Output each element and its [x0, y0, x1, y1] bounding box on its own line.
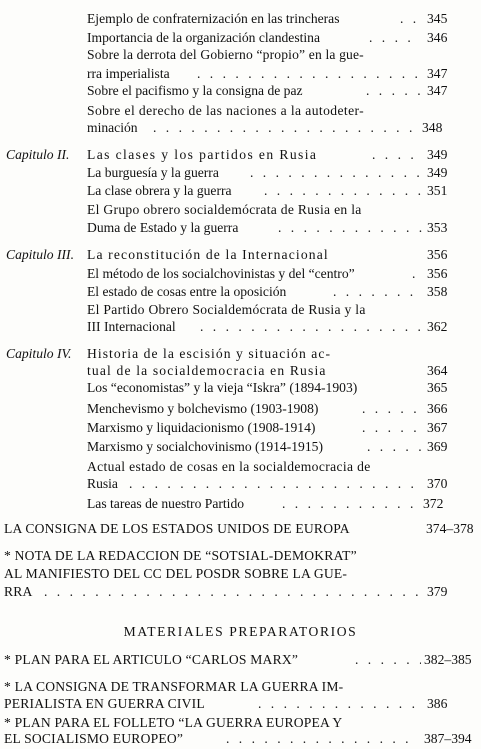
chapter-title-cont: tual de la socialdemocracia en Rusia	[87, 363, 327, 378]
toc-entry-line	[0, 118, 481, 138]
page-number: 349	[427, 165, 448, 180]
toc-entry-line	[0, 200, 481, 220]
leader-dots	[362, 399, 422, 419]
page-number: 351	[427, 183, 448, 198]
leader-dots	[250, 163, 422, 183]
page-number: 358	[427, 284, 448, 299]
page-number: 364	[427, 363, 448, 378]
page-number: 379	[427, 584, 448, 599]
entry-title-cont: PERIALISTA EN GUERRA CIVIL	[4, 696, 205, 711]
leader-dots	[153, 118, 415, 138]
entry-title: La burguesía y la guerra	[87, 165, 219, 180]
leader-dots	[355, 650, 421, 670]
page-number: 365	[427, 380, 448, 395]
page-number: 362	[427, 319, 448, 334]
toc-entry	[0, 282, 481, 302]
leader-dots	[264, 181, 422, 201]
entry-title: Sobre el pacifismo y la consigna de paz	[87, 83, 303, 98]
page-number: 349	[427, 147, 448, 162]
leader-dots	[226, 729, 416, 749]
entry-title: Marxismo y socialchovinismo (1914-1915)	[87, 439, 323, 454]
toc-entry	[0, 650, 481, 670]
page-number: 347	[427, 83, 448, 98]
entry-title-cont: rra imperialista	[87, 66, 170, 81]
leader-dots	[278, 218, 422, 238]
toc-entry	[0, 437, 481, 457]
leader-dots	[333, 282, 422, 302]
entry-title: * LA CONSIGNA DE TRANSFORMAR LA GUERRA IM-	[4, 679, 344, 694]
page-number: 387–394	[424, 731, 472, 746]
leader-dots	[372, 145, 422, 165]
leader-dots	[412, 264, 422, 284]
page-number: 356	[427, 266, 448, 281]
toc-entry	[0, 264, 481, 284]
toc-entry-line	[0, 694, 481, 714]
leader-dots	[366, 81, 422, 101]
page-number: 366	[427, 401, 448, 416]
entry-title: Ejemplo de confraternización en las trincheras	[87, 11, 340, 26]
toc-entry-line	[0, 564, 481, 584]
toc-entry	[0, 519, 481, 539]
toc-entry	[0, 181, 481, 201]
chapter-title: Las clases y los partidos en Rusia	[87, 147, 318, 162]
toc-entry-line	[0, 546, 481, 566]
entry-title: Las tareas de nuestro Partido	[87, 496, 245, 511]
entry-title: Los “economistas” y la vieja “Iskra” (1894-1903)	[87, 380, 358, 395]
toc-entry	[0, 399, 481, 419]
leader-dots	[44, 582, 422, 602]
page-number: 386	[427, 696, 448, 711]
entry-title: Menchevismo y bolchevismo (1903-1908)	[87, 401, 319, 416]
entry-title-cont: RRA	[4, 584, 33, 599]
entry-title-cont: EL SOCIALISMO EUROPEO”	[4, 731, 184, 746]
page-number: 346	[427, 30, 448, 45]
leader-dots	[129, 474, 422, 494]
chapter-title: Historia de la escisión y situación ac-	[87, 346, 332, 361]
toc-entry	[0, 494, 481, 514]
page-number: 374–378	[426, 521, 474, 536]
chapter-label: Capitulo II.	[6, 147, 70, 162]
entry-title: Actual estado de cosas en la socialdemocracia de	[87, 459, 371, 474]
entry-title-cont: Duma de Estado y la guerra	[87, 220, 239, 235]
entry-title: Sobre el derecho de las naciones a la autodeter-	[87, 103, 365, 118]
entry-title: El método de los socialchovinistas y del “centro”	[87, 266, 355, 281]
entry-title: El Partido Obrero Socialdemócrata de Rusia y la	[87, 302, 366, 317]
chapter-entry	[0, 245, 481, 265]
entry-title-cont: minación	[87, 120, 138, 135]
chapter-label: Capitulo IV.	[6, 346, 72, 361]
entry-title: Marxismo y liquidacionismo (1908-1914)	[87, 420, 316, 435]
entry-title: * NOTA DE LA REDACCION DE “SOTSIAL-DEMOKRAT”	[4, 548, 357, 563]
page-number: 370	[427, 476, 448, 491]
page-number: 367	[427, 420, 448, 435]
toc-entry-line	[0, 729, 481, 749]
toc-entry-line	[0, 218, 481, 238]
entry-title: LA CONSIGNA DE LOS ESTADOS UNIDOS DE EUROPA	[4, 521, 350, 536]
page-number: 353	[427, 220, 448, 235]
toc-entry	[0, 163, 481, 183]
entry-title: El estado de cosas entre la oposición	[87, 284, 287, 299]
leader-dots	[258, 694, 422, 714]
toc-entry	[0, 378, 481, 398]
page-number: 347	[427, 66, 448, 81]
toc-entry-line	[0, 317, 481, 337]
toc-entry-line	[0, 45, 481, 65]
entry-title-cont: AL MANIFIESTO DEL CC DEL POSDR SOBRE LA GUE-	[4, 566, 348, 581]
leader-dots	[400, 9, 422, 29]
chapter-label: Capitulo III.	[6, 247, 74, 262]
entry-title: Importancia de la organización clandestina	[87, 30, 321, 45]
toc-entry	[0, 418, 481, 438]
page-number: 372	[423, 496, 444, 511]
leader-dots	[367, 437, 422, 457]
page-number: 348	[422, 120, 443, 135]
page-number: 356	[427, 247, 448, 262]
page-number: 369	[427, 439, 448, 454]
section-heading: MATERIALES PREPARATORIOS	[123, 624, 358, 639]
entry-title: * PLAN PARA EL FOLLETO “LA GUERRA EUROPEA Y	[4, 715, 343, 730]
leader-dots	[200, 317, 422, 337]
entry-title-cont: III Internacional	[87, 319, 176, 334]
toc-entry-line	[0, 474, 481, 494]
page-number: 382–385	[424, 652, 472, 667]
chapter-title: La reconstitución de la Internacional	[87, 247, 329, 262]
toc-entry	[0, 9, 481, 29]
entry-title: * PLAN PARA EL ARTICULO “CARLOS MARX”	[4, 652, 299, 667]
toc-entry-line	[0, 582, 481, 602]
entry-title-cont: Rusia	[87, 476, 118, 491]
entry-title: La clase obrera y la guerra	[87, 183, 232, 198]
entry-title: El Grupo obrero socialdemócrata de Rusia en la	[87, 202, 362, 217]
page-number: 345	[427, 11, 448, 26]
leader-dots	[362, 418, 422, 438]
chapter-entry	[0, 145, 481, 165]
leader-dots	[282, 494, 416, 514]
entry-title: Sobre la derrota del Gobierno “propio” en la gue-	[87, 47, 364, 62]
toc-entry	[0, 81, 481, 101]
